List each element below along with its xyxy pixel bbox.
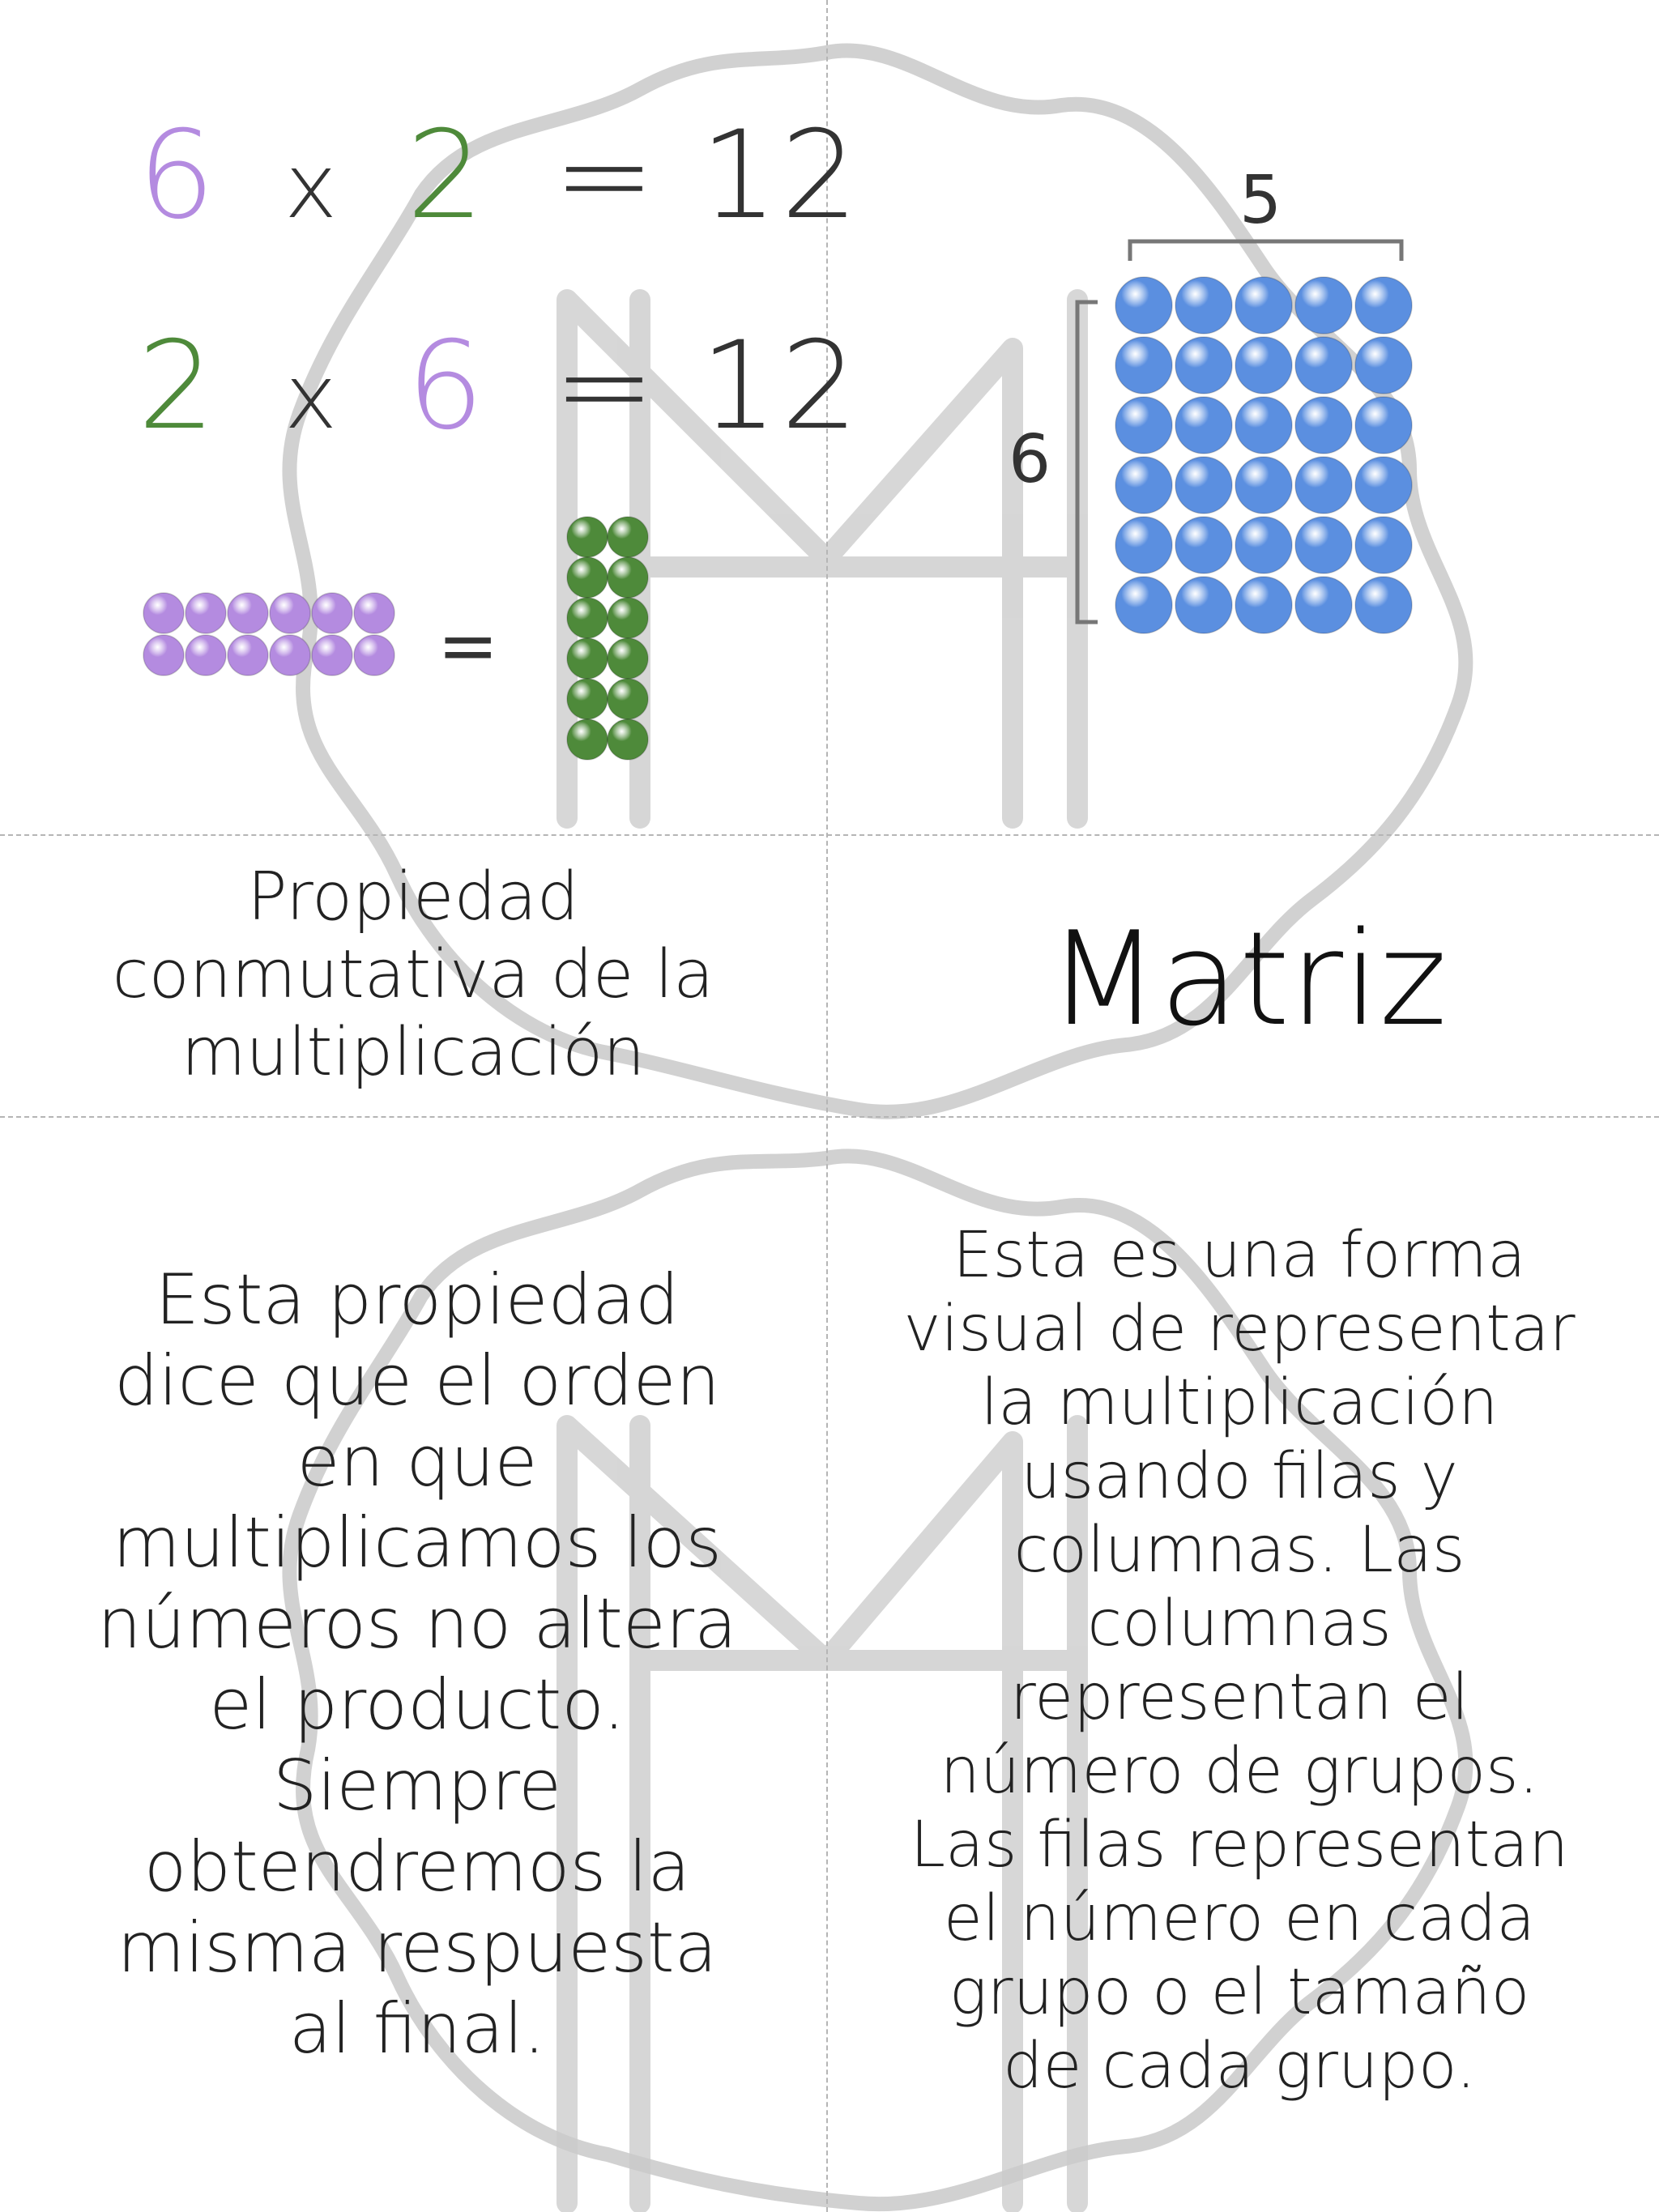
blue-bead [1235,397,1292,454]
purple-bead [270,593,310,633]
eq2-result: 12 [700,316,862,457]
def1-line: Siempre [272,1745,562,1826]
purple-bead-bar [142,591,401,680]
eq1-equals: = [553,105,659,246]
green-bead [567,638,608,679]
columns-bracket [1126,235,1410,267]
def2-line: columnas [1087,1588,1392,1660]
def2-line: la multiplicación [980,1366,1499,1439]
blue-bead [1175,277,1232,334]
term1-line-2: conmutativa de la [112,936,714,1013]
blue-bead [1235,517,1292,573]
blue-bead [1175,337,1232,394]
cut-line-horizontal-1 [0,834,1659,836]
blue-bead [1115,397,1172,454]
term-commutative-property [49,859,778,1092]
blue-bead [1355,457,1412,514]
green-bead [608,719,648,760]
eq1-times: x [284,134,341,238]
blue-bead [1175,517,1232,573]
blue-bead [1115,277,1172,334]
blue-bead [1295,577,1352,633]
blue-bead [1355,577,1412,633]
blue-bead [1175,577,1232,633]
blue-bead [1115,517,1172,573]
def1-line: en que [296,1421,538,1502]
def2-line: grupo o el tamaño [949,1956,1530,2029]
blue-bead [1115,337,1172,394]
purple-bead [312,635,352,676]
purple-bead [228,593,268,633]
bead-equals-sign: = [437,603,499,688]
def2-line: visual de representar [903,1293,1576,1366]
purple-bead [143,593,184,633]
purple-bead [186,635,226,676]
green-bead [608,598,648,638]
green-bead [608,638,648,679]
green-bead [567,719,608,760]
purple-bead [354,635,394,676]
green-bead [567,557,608,598]
term-matrix: Matriz [1047,903,1448,1055]
def2-line: Esta es una forma [953,1219,1526,1292]
blue-bead [1235,577,1292,633]
def1-line: dice que el orden [114,1340,720,1421]
def2-line: número de grupos. [940,1735,1539,1808]
blue-bead [1235,337,1292,394]
equation-1 [138,105,861,246]
def1-line: multiplicamos los [113,1502,722,1583]
blue-matrix-grid [1114,275,1422,640]
green-bead [608,557,648,598]
def1-line: al final. [288,1988,546,2069]
blue-bead [1175,457,1232,514]
cut-line-horizontal-2 [0,1116,1659,1118]
green-bead [608,679,648,719]
def1-line: obtendremos la [143,1826,691,1907]
eq1-factor-a: 6 [138,105,219,246]
blue-bead [1295,337,1352,394]
green-bead-bar [565,515,655,766]
green-bead [567,517,608,557]
blue-bead [1355,277,1412,334]
def2-line: de cada grupo. [1002,2030,1477,2103]
def1-line: números no altera [97,1583,737,1664]
purple-bead [354,593,394,633]
purple-bead [270,635,310,676]
purple-bead [312,593,352,633]
def2-line: Las filas representan [910,1809,1569,1882]
eq1-result: 12 [700,105,862,246]
purple-bead [228,635,268,676]
blue-bead [1235,277,1292,334]
term1-line-1: Propiedad [247,859,579,936]
eq2-factor-b: 6 [406,316,488,457]
eq1-factor-b: 2 [406,105,488,246]
def2-line: representan el [1009,1661,1469,1734]
purple-bead [143,635,184,676]
eq2-factor-a: 2 [138,316,219,457]
blue-bead [1115,457,1172,514]
eq2-times: x [284,345,341,449]
blue-bead [1355,397,1412,454]
blue-bead [1355,517,1412,573]
def1-line: misma respuesta [117,1907,718,1988]
blue-bead [1115,577,1172,633]
term1-line-3: multiplicación [181,1014,646,1091]
blue-bead [1295,397,1352,454]
matrix-columns-label: 5 [1239,162,1282,239]
eq2-equals: = [553,316,659,457]
def2-line: el número en cada [943,1882,1536,1955]
blue-bead [1175,397,1232,454]
definition-commutative [65,1259,770,2069]
green-bead [567,679,608,719]
blue-bead [1235,457,1292,514]
rows-bracket [1069,298,1102,626]
blue-bead [1295,277,1352,334]
matrix-rows-label: 6 [1009,421,1051,498]
def1-line: Esta propiedad [155,1259,680,1340]
def2-line: columnas. Las [1013,1514,1465,1587]
definition-matrix [883,1219,1596,2103]
purple-bead [186,593,226,633]
blue-bead [1295,517,1352,573]
equation-2 [138,316,861,457]
def2-line: usando filas y [1021,1440,1458,1513]
def1-line: el producto. [209,1664,625,1745]
green-bead [567,598,608,638]
green-bead [608,517,648,557]
blue-bead [1295,457,1352,514]
blue-bead [1355,337,1412,394]
